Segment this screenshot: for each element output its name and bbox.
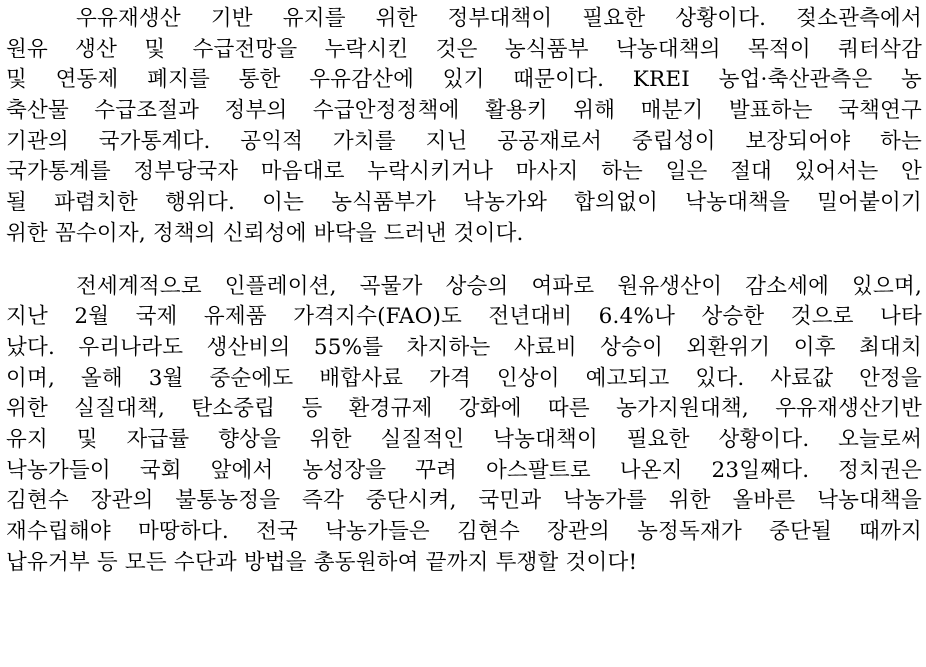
text-line: 전세계적으로 인플레이션, 곡물가 상승의 여파로 원유생산이 감소세에 있으며, (76, 273, 922, 299)
text-line: 축산물 수급조절과 정부의 수급안정정책에 활용키 위해 매분기 발표하는 국책연구 (6, 98, 922, 124)
text-line: 기관의 국가통계다. 공익적 가치를 지닌 공공재로서 중립성이 보장되어야 하는 (6, 128, 922, 154)
text-line: 위한 실질대책, 탄소중립 등 환경규제 강화에 따른 농가지원대책, 우유재생산기반 (6, 396, 922, 422)
text-line: 원유 생산 및 수급전망을 누락시킨 것은 농식품부 낙농대책의 목적이 쿼터삭감 (6, 36, 922, 62)
text-line: 났다. 우리나라도 생산비의 55%를 차지하는 사료비 상승이 외환위기 이후 최대치 (6, 334, 922, 360)
text-line: 납유거부 등 모든 수단과 방법을 총동원하여 끝까지 투쟁할 것이다! (6, 549, 638, 575)
text-line: 위한 꼼수이자, 정책의 신뢰성에 바닥을 드러낸 것이다. (6, 220, 524, 246)
text-line: 지난 2월 국제 유제품 가격지수(FAO)도 전년대비 6.4%나 상승한 것으로 나타 (6, 304, 922, 330)
text-line: 될 파렴치한 행위다. 이는 농식품부가 낙농가와 합의없이 낙농대책을 밀어붙이기 (6, 190, 922, 216)
text-line: 김현수 장관의 불통농정을 즉각 중단시켜, 국민과 낙농가를 위한 올바른 낙농대책을 (6, 488, 922, 514)
text-line: 우유재생산 기반 유지를 위한 정부대책이 필요한 상황이다. 젖소관측에서 (76, 6, 922, 31)
paragraph-spacer (6, 250, 922, 272)
text-line: 유지 및 자급률 향상을 위한 실질적인 낙농대책이 필요한 상황이다. 오늘로써 (6, 426, 922, 452)
text-line: 낙농가들이 국회 앞에서 농성장을 꾸려 아스팔트로 나온지 23일째다. 정치권은 (6, 457, 922, 483)
text-line: 국가통계를 정부당국자 마음대로 누락시키거나 마사지 하는 일은 절대 있어서는 안 (6, 159, 922, 185)
text-line: 이며, 올해 3월 중순에도 배합사료 가격 인상이 예고되고 있다. 사료값 안정을 (6, 365, 922, 391)
text-line: 및 연동제 폐지를 통한 우유감산에 있기 때문이다. KREI 농업·축산관측은 농 (6, 67, 922, 93)
text-line: 재수립해야 마땅하다. 전국 낙농가들은 김현수 장관의 농정독재가 중단될 때까지 (6, 519, 922, 544)
paragraph-2 (6, 272, 922, 579)
paragraph-1 (6, 4, 922, 250)
